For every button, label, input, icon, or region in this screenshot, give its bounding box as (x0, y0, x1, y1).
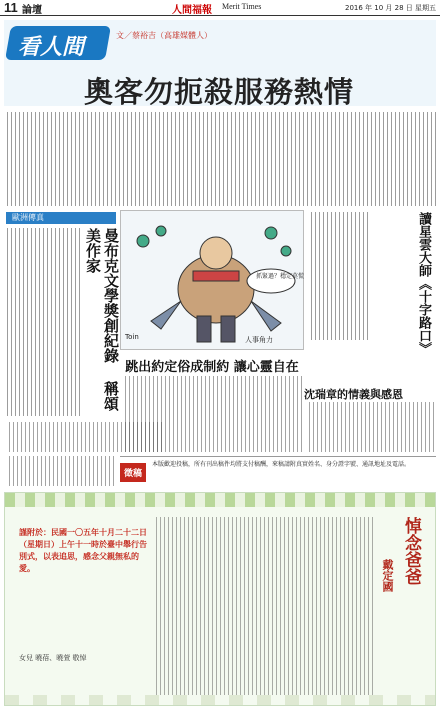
cartoon-artist: Toin (125, 333, 139, 341)
memorial-body (155, 517, 373, 697)
left-article-headline: 曼布克文學獎創紀錄 稱頌美作家 (84, 228, 120, 411)
call-for-submissions (120, 456, 436, 486)
article-byline: 文／蔡裕吉（高雄媒體人） (116, 31, 212, 40)
memorial-author: 戴定國 (381, 559, 394, 592)
column-name: 看人間 (18, 35, 85, 60)
editorial-cartoon (120, 210, 304, 350)
right-article-subtitle: 沈瑞章的情義與感恩 (304, 388, 403, 401)
memorial-section (4, 492, 436, 706)
speech-bubble: 抓緊過？穩定莫慌 (255, 273, 304, 280)
section-name: 論壇 (22, 5, 42, 16)
cartoon-caption: 跳出約定俗成制約 讓心靈自在 (125, 360, 299, 375)
floral-decoration-bottom (5, 695, 435, 705)
submission-label: 徵稿 (120, 463, 146, 482)
page-number: 11 (4, 0, 18, 15)
submission-text: 本版歡迎投稿，所有刊出稿件均將支付稿酬，來稿請附真實姓名、身分證字號、通訊地址及電話。 (152, 461, 411, 468)
right-article-body-1 (308, 212, 368, 340)
left-article-body-3 (6, 456, 114, 486)
newspaper-logo-en: Merit Times (222, 2, 262, 11)
floral-decoration (5, 493, 435, 507)
column-banner (4, 20, 436, 109)
memorial-dedication (19, 527, 149, 627)
article-headline: 奧客勿扼殺服務熱情 (84, 75, 355, 109)
page-header (0, 0, 440, 16)
cartoon-illustration (121, 211, 303, 349)
right-article-body-2 (308, 402, 434, 452)
memorial-signature: 女兒 曉蓓、曉萱 敬悼 (19, 654, 87, 662)
right-article-title: 讀星雲大師《十字路口》 (416, 212, 431, 355)
left-article-body-1 (6, 228, 80, 416)
cartoon-label: 人事角力 (245, 336, 273, 344)
article-body-top (4, 112, 436, 206)
memorial-title: 悼念爸爸 (401, 517, 421, 585)
middle-article-body (122, 376, 302, 452)
section-tag: 歐洲傳真 (6, 212, 116, 224)
dedication-text: 謹附於：民國一〇五年十月二十二日（星期日）上午十一時於臺中舉行告別式，以表追思，感念父親無私的愛。 (19, 528, 147, 573)
newspaper-logo: 人間福報 (172, 5, 212, 16)
issue-date: 2016 年 10 月 28 日 星期五 (345, 4, 436, 12)
